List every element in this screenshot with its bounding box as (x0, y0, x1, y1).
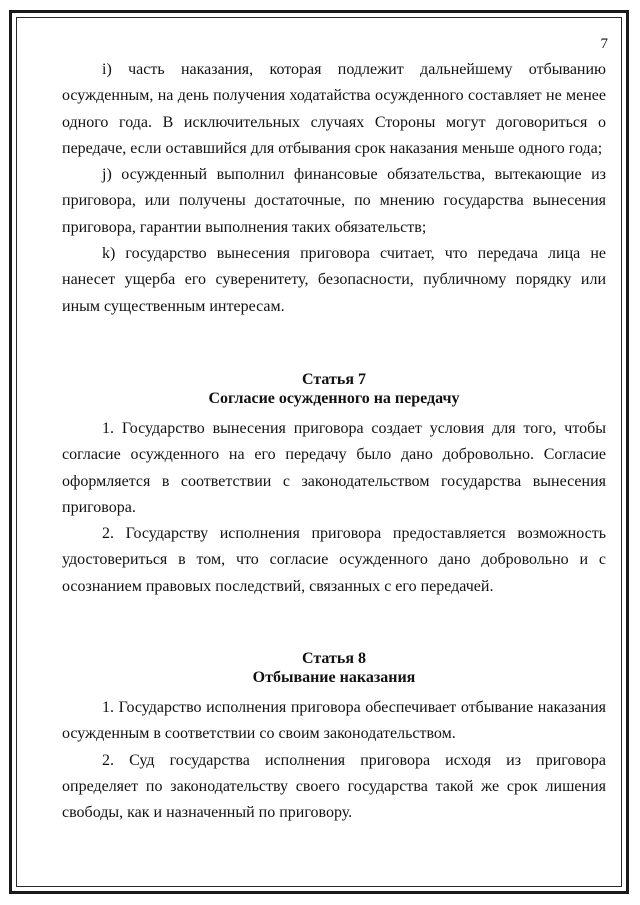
page-number: 7 (600, 36, 608, 52)
article-7-heading (62, 370, 606, 408)
item-k: k) государство вынесения приговора считает, что передача лица не нанесет ущерба его суверенитету, безопасности, публичному порядку или иным существенным интересам. (62, 245, 606, 315)
article-8-paragraph: 1. Государство исполнения приговора обеспечивает отбывание наказания осужденным в соответствии со своим законодательством. (62, 699, 606, 743)
article-8-number: Статья 8 (302, 650, 366, 668)
item-j: j) осужденный выполнил финансовые обязательства, вытекающие из приговора, или получены достаточные, по мнению государства вынесения приговора, гарантии выполнения таких обязательств; (62, 166, 606, 236)
article-7-paragraph: 1. Государство вынесения приговора создает условия для того, чтобы согласие осужденного на его передачу было дано добровольно. Согласие оформляется в соответствии с законодательством государства вынесения приговора. (62, 419, 606, 516)
article-7-title: Согласие осужденного на передачу (208, 389, 460, 407)
item-i: i) часть наказания, которая подлежит дальнейшему отбыванию осужденным, на день получения ходатайства осужденного составляет не менее одного года. В исключительных случаях Стороны могут договориться о передаче, если оставшийся для отбывания срок наказания меньше одного года; (62, 61, 606, 157)
document-body (62, 57, 606, 827)
article-8-title: Отбывание наказания (252, 669, 416, 687)
article-7-number: Статья 7 (302, 370, 366, 388)
article-7-paragraph: 2. Государству исполнения приговора предоставляется возможность удостовериться в том, что согласие осужденного дано добровольно и с осознанием правовых последствий, связанных с его передачей. (62, 525, 606, 595)
article-8-paragraph: 2. Суд государства исполнения приговора исходя из приговора определяет по законодательству своего государства такой же срок лишения свободы, как и назначенный по приговору. (62, 751, 606, 822)
article-8-heading (62, 649, 606, 687)
